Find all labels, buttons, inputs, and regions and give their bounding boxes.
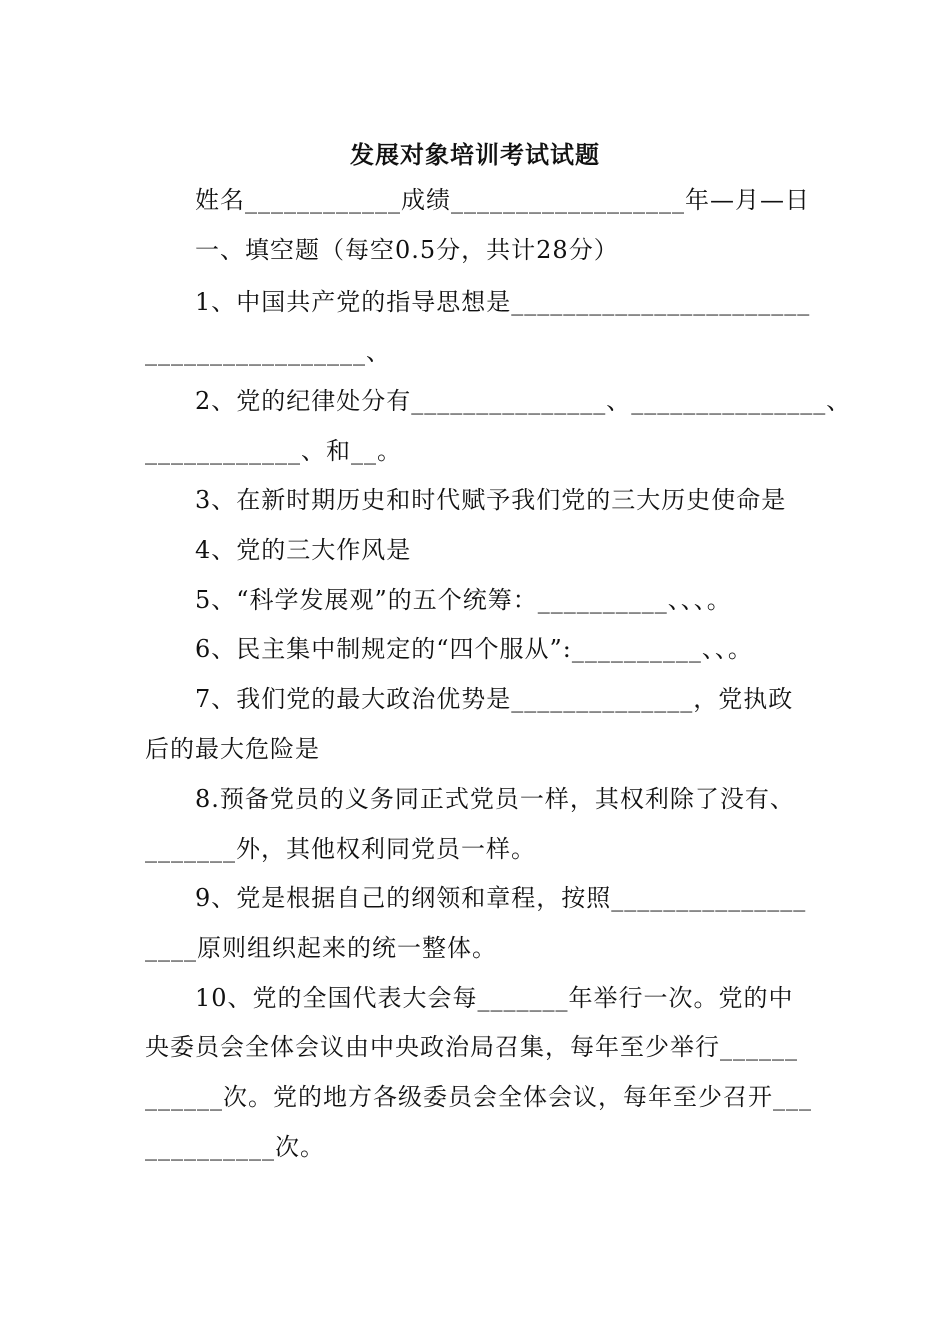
question-1-line-2: _________________、 bbox=[145, 338, 391, 366]
question-9-line-1: 9、党是根据自己的纲领和章程，按照_______________ bbox=[195, 884, 807, 912]
question-6: 6、民主集中制规定的“四个服从”:__________、、。 bbox=[195, 635, 753, 663]
question-2-line-1: 2、党的纪律处分有_______________、_______________、 bbox=[195, 387, 852, 415]
question-8-line-2: _______外，其他权利同党员一样。 bbox=[145, 835, 536, 863]
question-7-line-2: 后的最大危险是 bbox=[145, 735, 320, 763]
question-10-line-1: 10、党的全国代表大会每_______年举行一次。党的中 bbox=[195, 984, 794, 1012]
question-10-line-4: __________次。 bbox=[145, 1133, 325, 1161]
question-1-line-1: 1、中国共产党的指导思想是_______________________ bbox=[195, 288, 811, 316]
header-name-score-date: 姓名____________成绩__________________年—月—日 bbox=[195, 186, 810, 214]
section-fill-in-blank-heading: 一、填空题（每空0.5分，共计28分） bbox=[195, 236, 619, 264]
question-4: 4、党的三大作风是 bbox=[195, 536, 412, 564]
question-5: 5、“科学发展观”的五个统筹：__________、、、。 bbox=[195, 586, 732, 614]
question-9-line-2: ____原则组织起来的统一整体。 bbox=[145, 934, 497, 962]
question-10-line-2: 央委员会全体会议由中央政治局召集，每年至少举行______ bbox=[145, 1033, 798, 1061]
question-2-line-2: ____________、和__。 bbox=[145, 437, 402, 465]
question-10-line-3: ______次。党的地方各级委员会全体会议，每年至少召开___ bbox=[145, 1083, 812, 1111]
question-3: 3、在新时期历史和时代赋予我们党的三大历史使命是 bbox=[195, 486, 787, 514]
question-7-line-1: 7、我们党的最大政治优势是______________，党执政 bbox=[195, 685, 794, 713]
document-title: 发展对象培训考试试题 bbox=[350, 140, 600, 169]
question-8-line-1: 8.预备党员的义务同正式党员一样，其权利除了没有、 bbox=[195, 785, 795, 813]
